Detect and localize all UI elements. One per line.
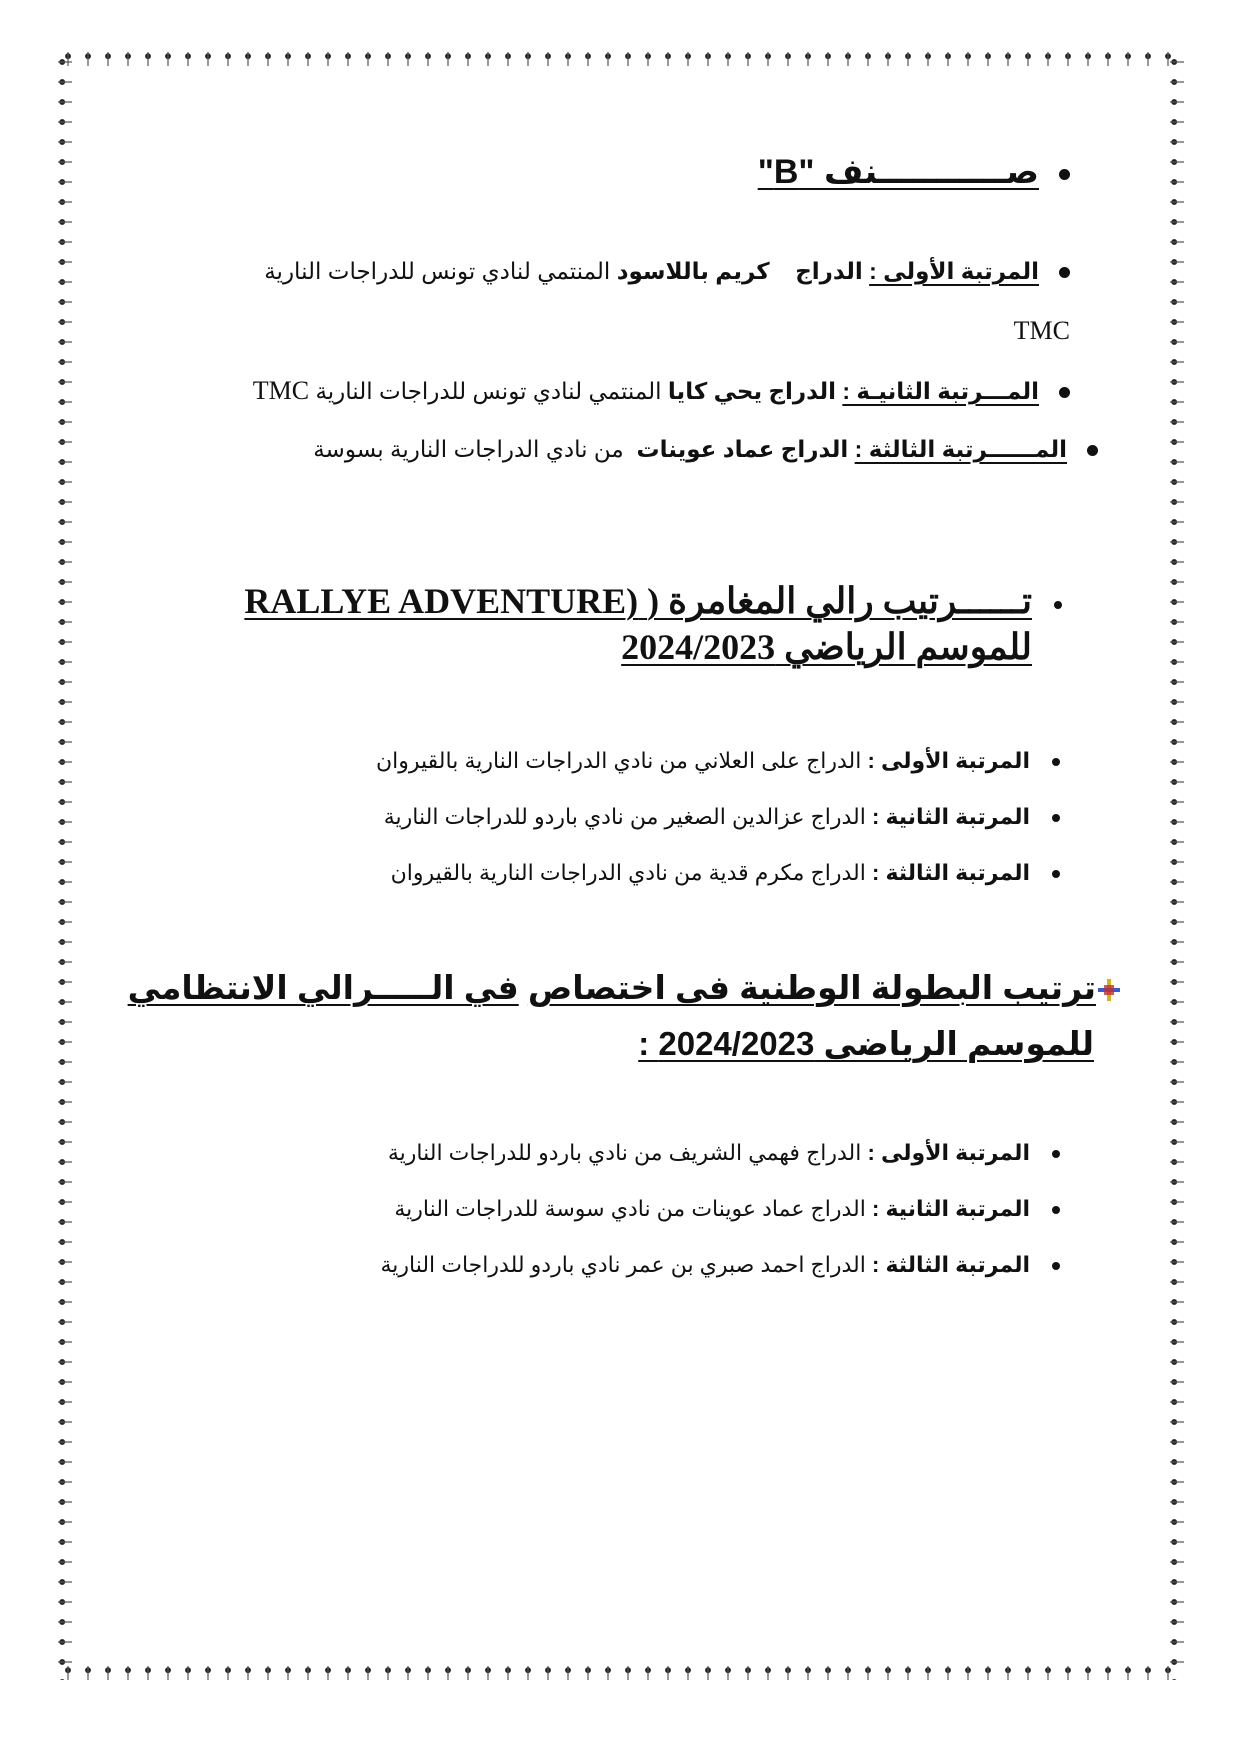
regular-rally-heading-line1 (128, 968, 1120, 1007)
rank-label: المــــــرتبة الثالثة : (854, 436, 1067, 462)
rallye-title-ar: تــــــرتيب رالي المغامرة ( (647, 581, 1032, 621)
bullet-icon (1052, 1262, 1060, 1270)
bullet-icon (1087, 445, 1098, 456)
section-b-item-1 (264, 258, 1070, 285)
club-text: المنتمي لنادي تونس للدراجات النارية (264, 258, 611, 284)
bullet-icon (1059, 169, 1070, 180)
club-text: المنتمي لنادي تونس للدراجات النارية (315, 378, 662, 404)
bullet-icon (1052, 1150, 1060, 1158)
bullet-icon (1052, 758, 1060, 766)
section-b-title: صـــــــــــنف "B" (757, 153, 1039, 191)
regular-item-1 (388, 1140, 1060, 1166)
regular-rally-heading-line2 (638, 1024, 1094, 1063)
rallye-item-2 (384, 804, 1060, 830)
club-abbreviation: TMC (1013, 316, 1070, 345)
bullet-icon (1052, 870, 1060, 878)
bullet-icon (1059, 267, 1070, 278)
rallye-item-3 (391, 860, 1060, 886)
rider-name: كريم باللاسود (616, 258, 770, 284)
bullet-icon (1052, 814, 1060, 822)
rallye-item-1 (376, 748, 1060, 774)
rank-label: المرتبة الثانية : (872, 1196, 1030, 1221)
section-b-item-2 (253, 376, 1070, 406)
rank-label: المرتبة الأولى : (867, 1140, 1030, 1165)
result-text: الدراج على العلاني من نادي الدراجات النارية بالقيروان (376, 748, 862, 773)
regular-title-a: ترتيب البطولة الوطنية فى اختصاص (527, 969, 1096, 1006)
bullet-icon (1052, 1206, 1060, 1214)
section-b-item-3 (313, 436, 1098, 463)
border-right-stems (1170, 52, 1184, 1680)
result-text: الدراج احمد صبري بن عمر نادي باردو للدراجات النارية (380, 1252, 866, 1277)
club-text: من نادي الدراجات النارية بسوسة (313, 436, 624, 462)
rank-label: المرتبة الثالثة : (872, 860, 1030, 885)
section-b-item-1-tail (1014, 316, 1070, 346)
result-text: الدراج عماد عوينات من نادي سوسة للدراجات النارية (394, 1196, 866, 1221)
regular-season: للموسم الرياضى 2024/2023 : (638, 1025, 1094, 1062)
regular-title-b: في الـــــرالي الانتظامي (127, 969, 519, 1006)
result-text: الدراج مكرم قدية من نادي الدراجات النارية بالقيروان (390, 860, 866, 885)
rider-name: الدراج يحي كايا (667, 378, 836, 404)
rallye-season: للموسم الرياضي 2024/2023 (621, 627, 1032, 667)
plus-marker-icon (1098, 979, 1120, 1001)
result-text: الدراج فهمي الشريف من نادي باردو للدراجات النارية (387, 1140, 862, 1165)
rallye-adventure-heading-line1 (244, 580, 1062, 622)
rallye-adventure-heading-line2 (621, 626, 1032, 668)
border-bottom-stems (58, 1666, 1184, 1680)
result-text: الدراج عزالدين الصغير من نادي باردو للدراجات النارية (383, 804, 866, 829)
rank-label: المرتبة الثالثة : (872, 1252, 1030, 1277)
rider-prefix: الدراج (795, 258, 863, 284)
rank-label: المـــرتبة الثانيـة : (842, 378, 1039, 404)
rank-label: المرتبة الأولى : (869, 258, 1039, 284)
rank-label: المرتبة الثانية : (872, 804, 1030, 829)
regular-item-2 (394, 1196, 1060, 1222)
club-abbreviation: TMC (252, 376, 310, 405)
bullet-icon (1059, 387, 1070, 398)
regular-item-3 (380, 1252, 1060, 1278)
border-left-stems (58, 52, 72, 1680)
border-top-stems (58, 52, 1184, 66)
rallye-title-en: RALLYE ADVENTURE) (244, 581, 639, 621)
bullet-icon (1054, 601, 1062, 609)
rank-label: المرتبة الأولى : (867, 748, 1030, 773)
section-b-heading (758, 152, 1070, 192)
rider-name: الدراج عماد عوينات (636, 436, 849, 462)
